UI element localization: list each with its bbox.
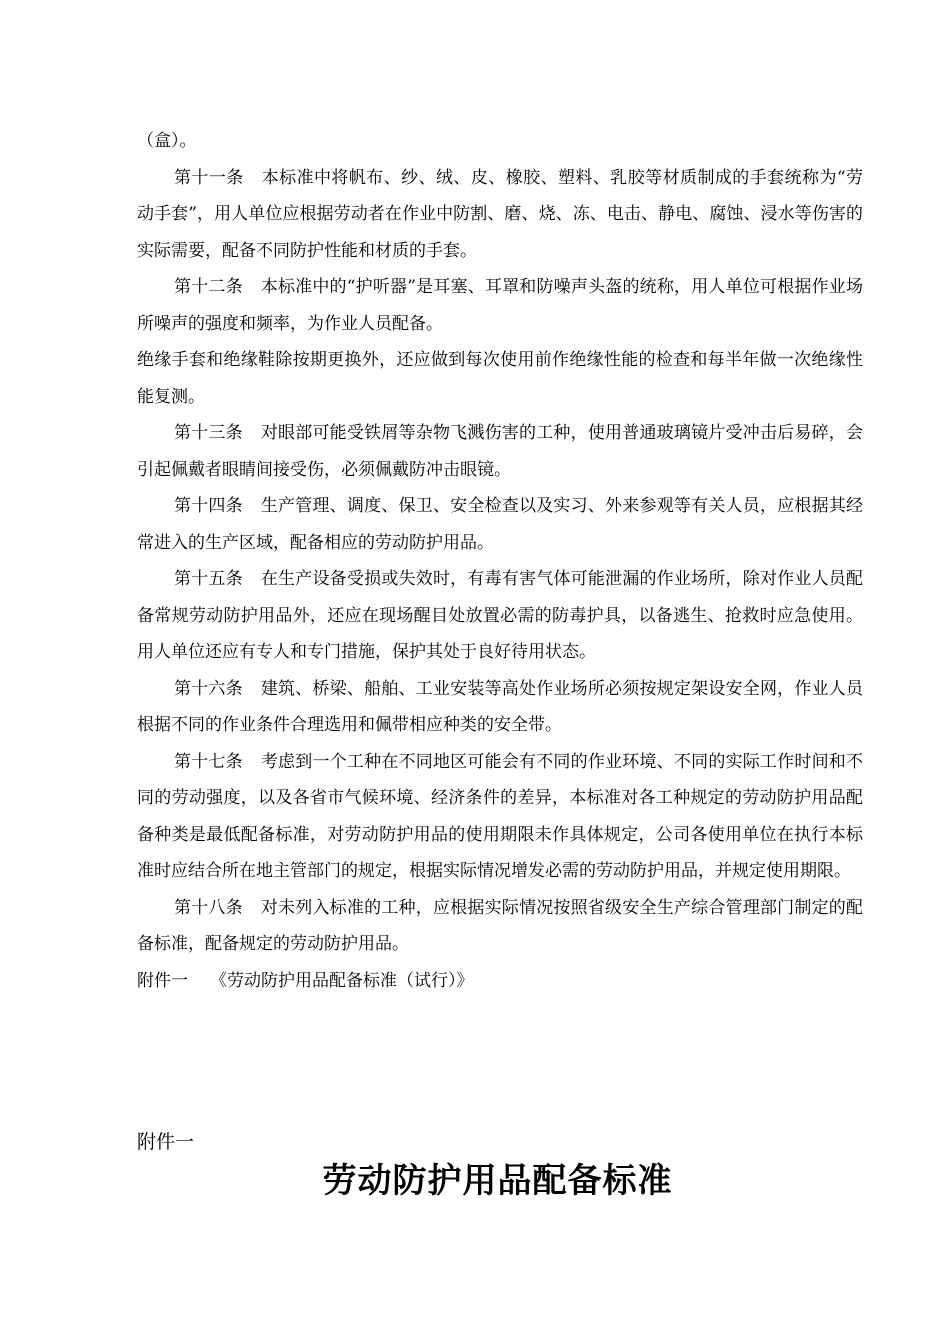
insulation-paragraph: 绝缘手套和绝缘鞋除按期更换外，还应做到每次使用前作绝缘性能的检查和每半年做一次绝缘性能复测。	[137, 350, 863, 407]
article-text: 在生产设备受损或失效时，有毒有害气体可能泄漏的作业场所，除对作业人员配备常规劳动防护用品外，还应在现场醒目处放置必需的防毒护具，以备逃生、抢救时应急使用。用人单位还应有专人和专门措施，保护其处于良好待用状态。	[137, 569, 864, 662]
attachment-title: 劳动防护用品配备标准	[322, 1161, 673, 1201]
article-text: 对未列入标准的工种，应根据实际情况按照省级安全生产综合管理部门制定的配备标准，配备规定的劳动防护用品。	[137, 897, 864, 954]
article-text: 建筑、桥梁、船舶、工业安装等高处作业场所必须按规定架设安全网，作业人员根据不同的作业条件合理选用和佩带相应种类的安全带。	[137, 678, 864, 735]
article-12	[137, 269, 863, 342]
article-number: 第十一条	[174, 167, 244, 188]
article-18	[137, 890, 863, 963]
article-number: 第十六条	[174, 678, 243, 699]
article-text: 本标准中的“护听器”是耳塞、耳罩和防噪声头盔的统称，用人单位可根据作业场所噪声的强度和频率，为作业人员配备。	[137, 277, 863, 334]
article-number: 第十七条	[174, 751, 243, 772]
article-13	[137, 415, 863, 488]
article-number: 第十四条	[174, 496, 243, 516]
attachment-reference-title: 《劳动防护用品配备标准（试行）》	[210, 970, 474, 991]
article-number: 第十五条	[174, 569, 243, 589]
article-14	[137, 488, 863, 561]
attachment-reference-label: 附件一	[137, 970, 188, 991]
article-number: 第十八条	[174, 897, 243, 918]
article-11	[137, 160, 863, 270]
article-17	[137, 744, 863, 890]
article-15	[137, 561, 863, 671]
article-number: 第十三条	[174, 423, 243, 443]
body-text	[137, 123, 863, 999]
article-number: 第十二条	[174, 277, 243, 297]
article-16	[137, 671, 863, 744]
continuation-line: （盒）。	[137, 131, 197, 151]
article-text: 生产管理、调度、保卫、安全检查以及实习、外来参观等有关人员，应根据其经常进入的生产区域，配备相应的劳动防护用品。	[137, 496, 864, 553]
article-text: 考虑到一个工种在不同地区可能会有不同的作业环境、不同的实际工作时间和不同的劳动强度，以及各省市气候环境、经济条件的差异，本标准对各工种规定的劳动防护用品配备种类是最低配备标准，对劳动防护用品的使用期限未作具体规定，公司各使用单位在执行本标准时应结合所在地主管部门的规定，根据实际情况增发必需的劳动防护用品，并规定使用期限。	[137, 751, 864, 881]
attachment-label: 附件一	[137, 1131, 195, 1153]
article-text: 对眼部可能受铁屑等杂物飞溅伤害的工种，使用普通玻璃镜片受冲击后易碎，会引起佩戴者眼睛间接受伤，必须佩戴防冲击眼镜。	[137, 423, 864, 480]
article-text: 本标准中将帆布、纱、绒、皮、橡胶、塑料、乳胶等材质制成的手套统称为“劳动手套”，用人单位应根据劳动者在作业中防割、磨、烧、冻、电击、静电、腐蚀、浸水等伤害的实际需要，配备不同防护性能和材质的手套。	[137, 167, 863, 261]
attachment-reference	[137, 963, 863, 1000]
